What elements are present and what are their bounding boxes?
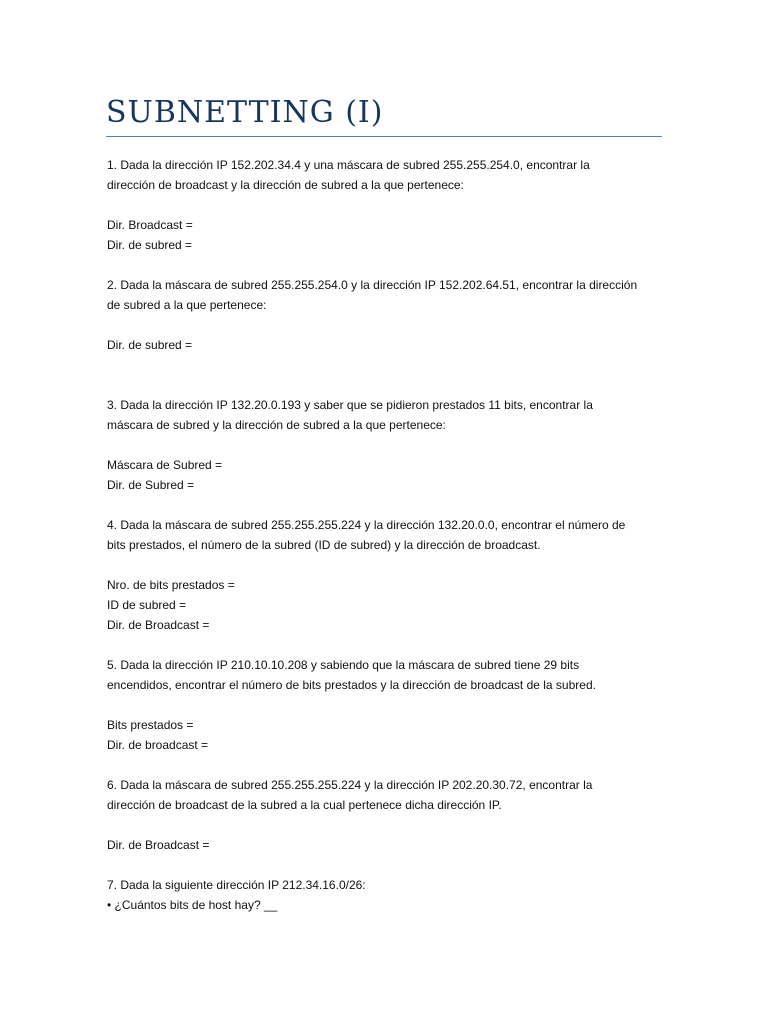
answer-broadcast-label: Dir. Broadcast =	[107, 218, 193, 232]
answer-subnet-label: Dir. de subred =	[107, 338, 193, 352]
question-7-text: 7. Dada la siguiente dirección IP 212.34.16.0/26:	[107, 878, 366, 892]
question-7-bullet: • ¿Cuántos bits de host hay? __	[107, 898, 278, 912]
question-1-text: 1. Dada la dirección IP 152.202.34.4 y una máscara de subred 255.255.254.0, encontrar la	[107, 158, 590, 172]
question-3-text-cont: máscara de subred y la dirección de subred a la que pertenece:	[107, 418, 446, 432]
question-2-text-cont: de subred a la que pertenece:	[107, 298, 267, 312]
answer-bits-label: Nro. de bits prestados =	[107, 578, 235, 592]
document-body	[107, 155, 667, 915]
answer-mask-label: Máscara de Subred =	[107, 458, 223, 472]
question-4-text: 4. Dada la máscara de subred 255.255.255.224 y la dirección 132.20.0.0, encontrar el número de	[107, 518, 626, 532]
question-6-text: 6. Dada la máscara de subred 255.255.255.224 y la dirección IP 202.20.30.72, encontrar la	[107, 778, 593, 792]
page-title: SUBNETTING (I)	[106, 95, 384, 130]
title-underline	[106, 136, 662, 137]
answer-subnet-label: Dir. de subred =	[107, 238, 193, 252]
answer-broadcast-label: Dir. de Broadcast =	[107, 838, 210, 852]
question-4-text-cont: bits prestados, el número de la subred (ID de subred) y la dirección de broadcast.	[107, 538, 541, 552]
answer-broadcast-label: Dir. de Broadcast =	[107, 618, 210, 632]
question-1-text-cont: dirección de broadcast y la dirección de subred a la que pertenece:	[107, 178, 464, 192]
question-3-text: 3. Dada la dirección IP 132.20.0.193 y saber que se pidieron prestados 11 bits, encontrar la	[107, 398, 593, 412]
answer-broadcast-label: Dir. de broadcast =	[107, 738, 209, 752]
answer-subnet-id-label: ID de subred =	[107, 598, 187, 612]
answer-bits-label: Bits prestados =	[107, 718, 194, 732]
question-5-text: 5. Dada la dirección IP 210.10.10.208 y sabiendo que la máscara de subred tiene 29 bits	[107, 658, 580, 672]
question-5-text-cont: encendidos, encontrar el número de bits prestados y la dirección de broadcast de la subred.	[107, 678, 596, 692]
question-6-text-cont: dirección de broadcast de la subred a la cual pertenece dicha dirección IP.	[107, 798, 502, 812]
question-2-text: 2. Dada la máscara de subred 255.255.254.0 y la dirección IP 152.202.64.51, encontrar la dirección	[107, 278, 638, 292]
answer-subnet-label: Dir. de Subred =	[107, 478, 195, 492]
